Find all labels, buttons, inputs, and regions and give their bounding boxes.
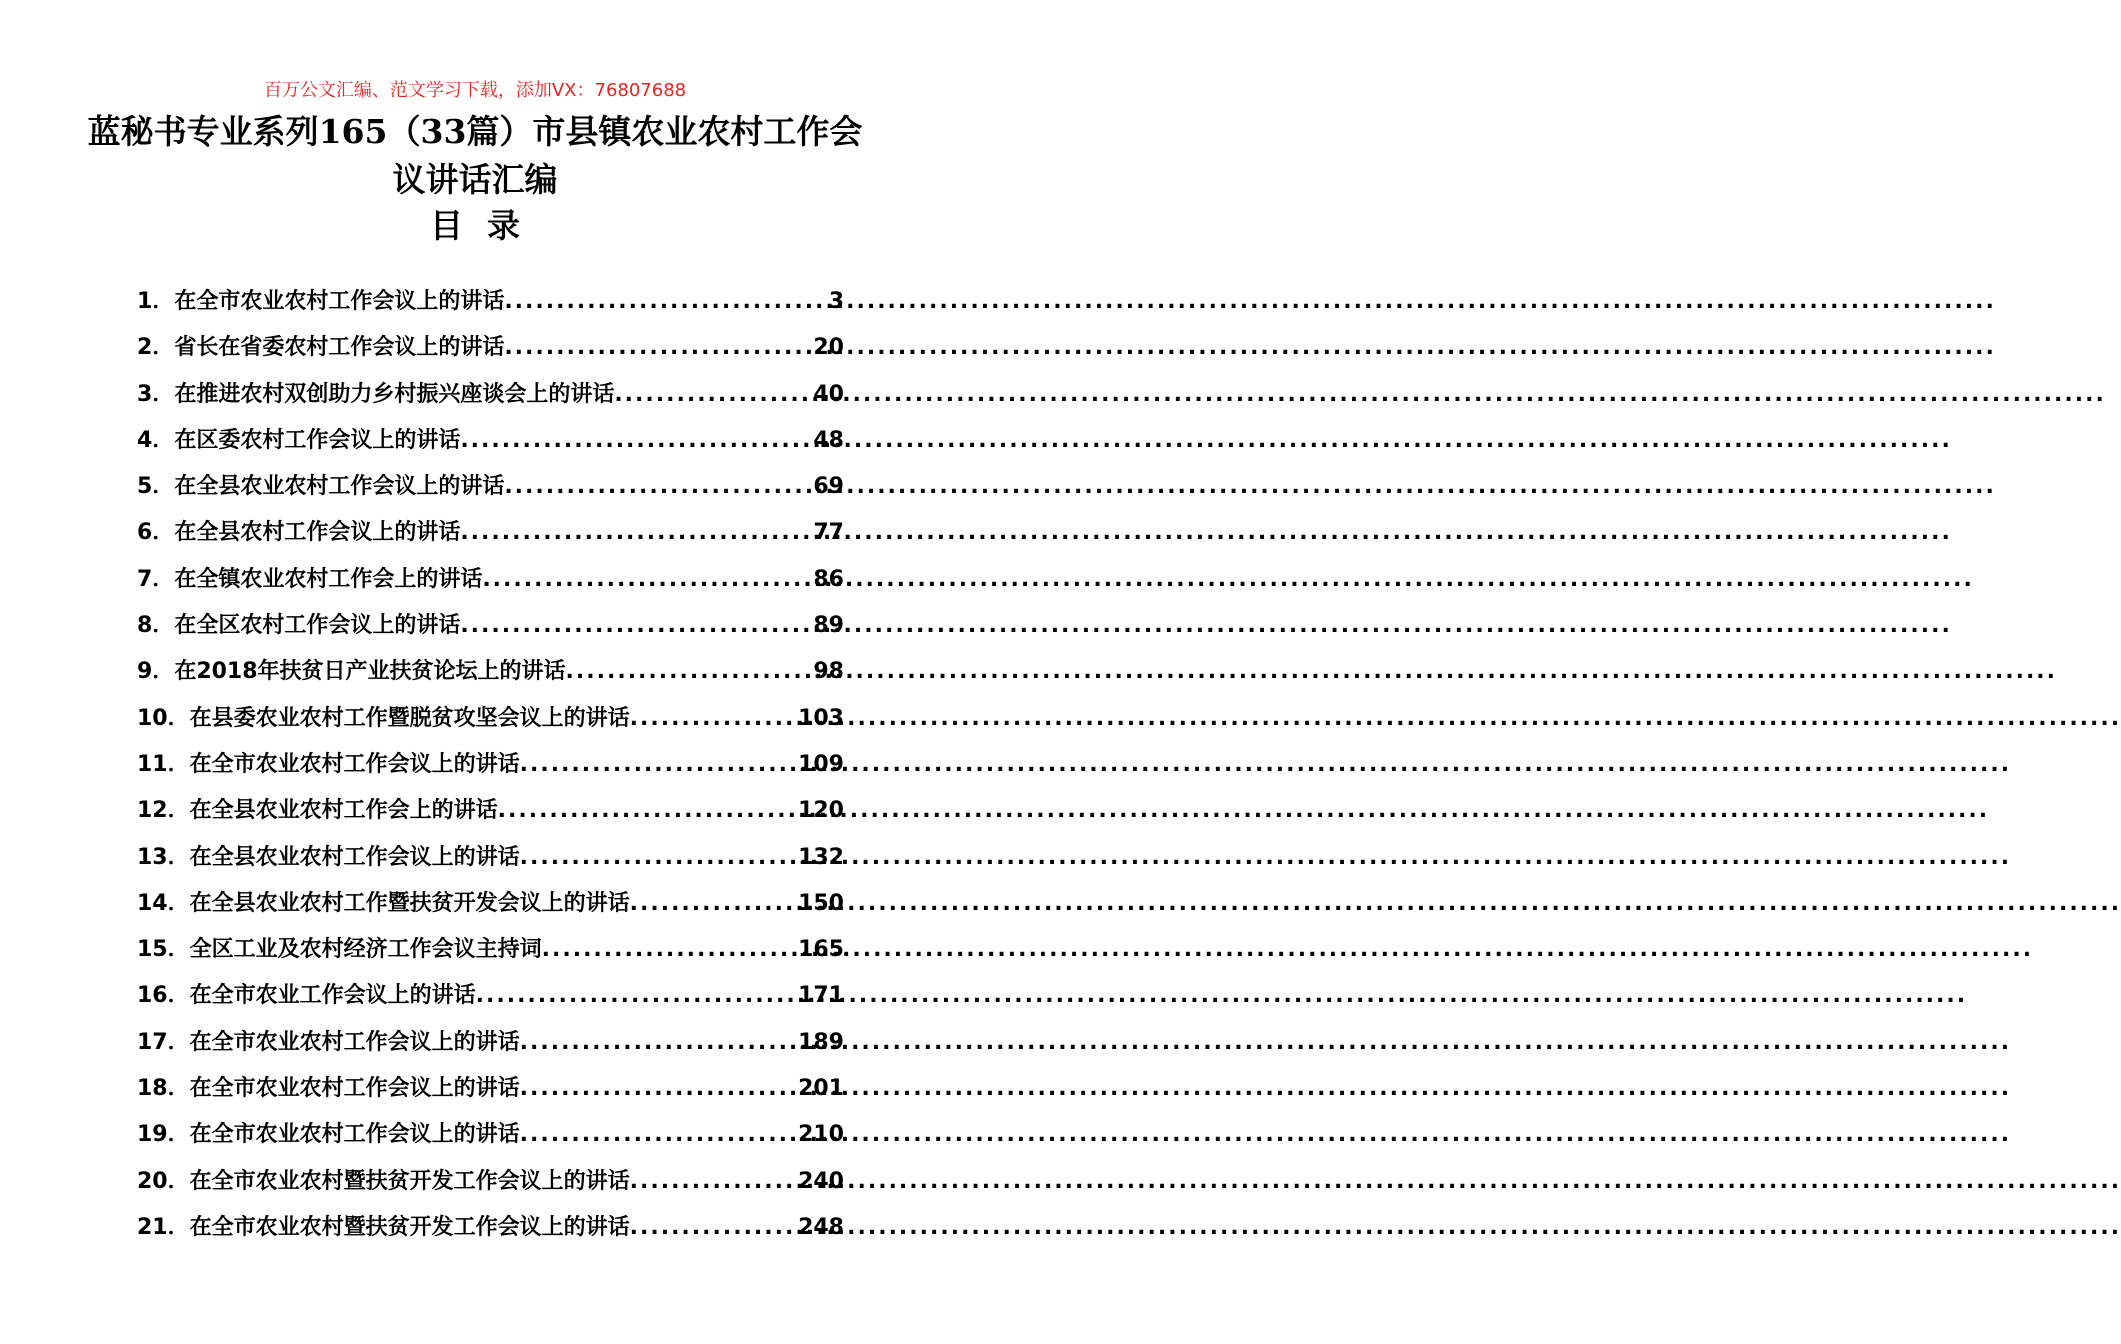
toc-entry-number: 10． <box>137 705 190 731</box>
toc-dot-leader <box>520 752 796 777</box>
toc-entry-title: 在全镇农业农村工作会上的讲话 <box>174 566 483 592</box>
toc-entry[interactable] <box>137 747 844 793</box>
toc-entry-number: 9． <box>137 659 175 685</box>
toc-entry[interactable] <box>137 793 844 839</box>
toc-entry-page: 165 <box>798 937 844 963</box>
toc-entry[interactable] <box>137 1025 844 1071</box>
toc-dot-leader <box>520 1122 796 1147</box>
toc-entry[interactable] <box>137 469 844 515</box>
toc-entry-title: 在全县农村工作会议上的讲话 <box>174 520 461 546</box>
toc-entry-title: 在推进农村双创助力乡村振兴座谈会上的讲话 <box>174 381 615 407</box>
toc-entry-page: 120 <box>798 798 844 824</box>
toc-entry-number: 12． <box>137 798 190 824</box>
toc-entry-page: 210 <box>798 1122 844 1148</box>
toc-entry[interactable] <box>137 515 844 561</box>
toc-entry-number: 13． <box>137 844 190 870</box>
toc-entry-title: 在区委农村工作会议上的讲话 <box>174 427 461 453</box>
watermark-banner: 百万公文汇编、范文学习下载，添加VX：76807688 <box>263 80 687 101</box>
toc-dot-leader <box>630 1169 796 1194</box>
toc-entry[interactable] <box>137 562 844 608</box>
toc-entry-number: 15． <box>137 937 190 963</box>
toc-entry-title: 在全市农业农村工作会议上的讲话 <box>189 1122 520 1148</box>
toc-entry-number: 3． <box>137 381 175 407</box>
toc-dot-leader <box>504 474 811 499</box>
toc-entry[interactable] <box>137 1210 844 1256</box>
toc-dot-leader <box>630 891 796 916</box>
toc-entry[interactable] <box>137 840 844 886</box>
toc-entry-page: 103 <box>798 705 844 731</box>
toc-entry-number: 7． <box>137 566 175 592</box>
toc-entry-page: 171 <box>798 983 844 1009</box>
toc-entry[interactable] <box>137 1164 844 1210</box>
toc-entry-page: 109 <box>798 751 844 777</box>
toc-entry-title: 在全市农业工作会议上的讲话 <box>189 983 476 1009</box>
toc-entry-number: 6． <box>137 520 175 546</box>
toc-entry-page: 86 <box>813 566 844 592</box>
toc-entry-page: 189 <box>798 1029 844 1055</box>
toc-entry[interactable] <box>137 886 844 932</box>
toc-entry-number: 19． <box>137 1122 190 1148</box>
toc-entry-number: 21． <box>137 1214 190 1240</box>
toc-entry-number: 1． <box>137 289 175 314</box>
toc-entry-number: 14． <box>137 890 190 916</box>
toc-entry-title: 省长在省委农村工作会议上的讲话 <box>174 335 505 361</box>
toc-entry-title: 在全市农业农村工作会议上的讲话 <box>189 1076 520 1102</box>
toc-entry-page: 132 <box>798 844 844 870</box>
toc-dot-leader <box>520 845 796 870</box>
toc-dot-leader <box>520 1076 796 1101</box>
toc-dot-leader <box>630 706 796 731</box>
toc-entry[interactable] <box>137 1071 844 1117</box>
toc-entry-page: 48 <box>813 427 844 453</box>
toc-entry-number: 16． <box>137 983 190 1009</box>
toc-entry-page: 20 <box>813 335 844 361</box>
toc-dot-leader <box>476 983 796 1008</box>
toc-dot-leader <box>566 659 812 684</box>
toc-entry-number: 8． <box>137 613 175 639</box>
toc-entry[interactable] <box>137 701 844 747</box>
toc-entry-number: 2． <box>137 335 175 361</box>
toc-dot-leader <box>504 289 826 314</box>
toc-entry-page: 69 <box>813 474 844 500</box>
toc-entry-title: 在县委农业农村工作暨脱贫攻坚会议上的讲话 <box>189 705 630 731</box>
toc-entry[interactable] <box>137 284 844 330</box>
toc-entry-number: 5． <box>137 474 175 500</box>
toc-dot-leader <box>630 1215 796 1240</box>
toc-dot-leader <box>482 567 811 592</box>
toc-entry-title: 在全市农业农村工作会议上的讲话 <box>189 751 520 777</box>
toc-entry-number: 4． <box>137 427 175 453</box>
toc-entry-page: 77 <box>813 520 844 546</box>
toc-entry-title: 全区工业及农村经济工作会议主持词 <box>189 937 542 963</box>
toc-entry-page: 3 <box>828 289 844 314</box>
toc-entry-page: 201 <box>798 1076 844 1102</box>
toc-entry[interactable] <box>137 330 844 376</box>
toc-entry-title: 在全市农业农村暨扶贫开发工作会议上的讲话 <box>189 1214 630 1240</box>
toc-entry-page: 150 <box>798 890 844 916</box>
toc-entry-title: 在全县农业农村工作会议上的讲话 <box>189 844 520 870</box>
toc-dot-leader <box>498 798 796 823</box>
toc-dot-leader <box>460 520 811 545</box>
toc-dot-leader <box>614 382 811 407</box>
toc-entry-title: 在全市农业农村工作会议上的讲话 <box>174 289 505 314</box>
toc-entry[interactable] <box>137 978 844 1024</box>
toc-dot-leader <box>460 428 811 453</box>
toc-entry-title: 在2018年扶贫日产业扶贫论坛上的讲话 <box>174 659 566 685</box>
toc-entry-title: 在全县农业农村工作会上的讲话 <box>189 798 498 824</box>
toc-entry-page: 40 <box>813 381 844 407</box>
toc-entry-title: 在全市农业农村工作会议上的讲话 <box>189 1029 520 1055</box>
toc-entry-number: 11． <box>137 751 190 777</box>
toc-entry[interactable] <box>137 377 844 423</box>
toc-entry[interactable] <box>137 423 844 469</box>
toc-entry[interactable] <box>137 932 844 978</box>
toc-entry-title: 在全市农业农村暨扶贫开发工作会议上的讲话 <box>189 1168 630 1194</box>
toc-entry-title: 在全区农村工作会议上的讲话 <box>174 613 461 639</box>
toc-entry[interactable] <box>137 1117 844 1163</box>
toc-entry-page: 248 <box>798 1214 844 1240</box>
toc-entry-number: 20． <box>137 1168 190 1194</box>
toc-heading: 目录 <box>430 206 544 245</box>
toc-dot-leader <box>520 1030 796 1055</box>
document-title: 蓝秘书专业系列165（33篇）市县镇农业农村工作会议讲话汇编 <box>87 112 863 199</box>
toc-dot-leader <box>460 613 811 638</box>
toc-entry[interactable] <box>137 608 844 654</box>
toc-entry-number: 18． <box>137 1076 190 1102</box>
toc-entry-title: 在全县农业农村工作暨扶贫开发会议上的讲话 <box>189 890 630 916</box>
toc-entry-page: 98 <box>813 659 844 685</box>
toc-entry-number: 17． <box>137 1029 190 1055</box>
toc-entry[interactable] <box>137 654 844 700</box>
toc-entry-page: 240 <box>798 1168 844 1194</box>
toc-entry-page: 89 <box>813 613 844 639</box>
table-of-contents <box>137 284 844 1256</box>
toc-entry-title: 在全县农业农村工作会议上的讲话 <box>174 474 505 500</box>
toc-dot-leader <box>504 335 811 360</box>
toc-dot-leader <box>542 937 796 962</box>
